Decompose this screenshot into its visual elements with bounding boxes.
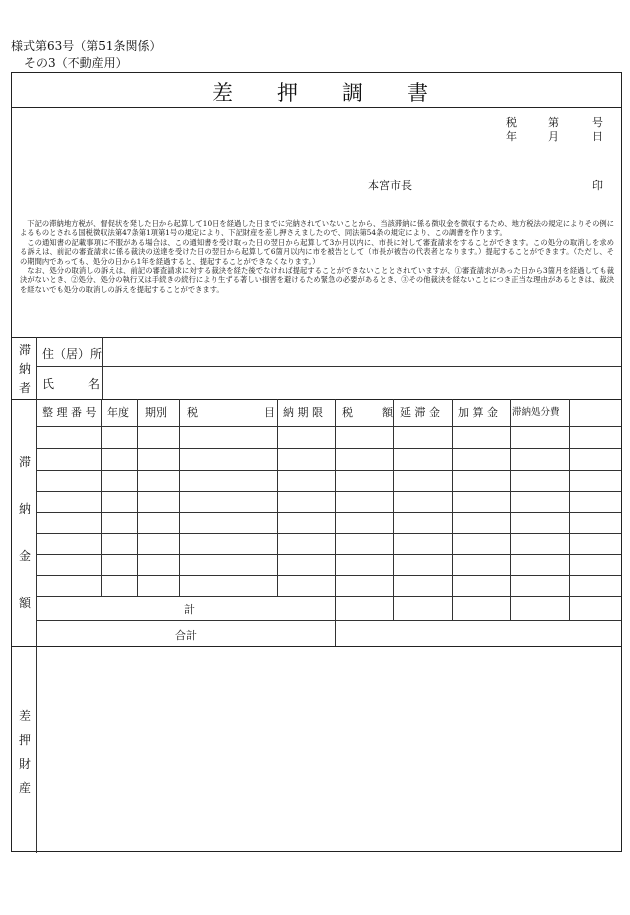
name-field[interactable] bbox=[103, 367, 621, 399]
notice-section bbox=[12, 107, 621, 338]
grid-line bbox=[510, 596, 511, 620]
grid-line bbox=[335, 596, 336, 620]
col-header-tax-item-2: 目 bbox=[264, 406, 275, 419]
title-char: 調 bbox=[342, 81, 363, 105]
notice-paragraph: なお、処分の取消しの訴えは、前記の審査請求に対する裁決を経た後でなければ提起することができないこととされていますが、①審査請求があった日から3箇月を経過しても裁決がないとき、②処分、処分の執行又は手続きの続行により生ずる著しい損害を避けるため緊急の必要があるとき、③その他裁決を経ないことにつき正当な理由があるときは、裁決を経ないでも処分の取消しの訴えを提起することができます。 bbox=[20, 266, 614, 294]
table-row[interactable] bbox=[37, 449, 621, 470]
title-char: 差 bbox=[212, 81, 233, 105]
taxpayer-side-label: 滞 納 者 bbox=[18, 343, 31, 395]
col-header-fiscal-year: 年度 bbox=[107, 406, 129, 419]
col-header-tax-item-1: 税 bbox=[187, 406, 198, 419]
issuer-name: 本宮市長 bbox=[368, 179, 412, 192]
title-row bbox=[12, 73, 621, 108]
document-title bbox=[212, 77, 472, 107]
seizure-record-form bbox=[11, 72, 622, 852]
subtotal-label: 計 bbox=[184, 603, 195, 616]
form-number: 様式第63号（第51条関係） bbox=[11, 39, 162, 53]
total-label: 合計 bbox=[175, 629, 197, 642]
date-label: 月 bbox=[548, 130, 559, 143]
ref-label: 第 bbox=[548, 116, 559, 129]
property-side-label: 差 押 財 産 bbox=[18, 709, 31, 795]
table-row[interactable] bbox=[37, 471, 621, 491]
col-header-tax-amount-2: 額 bbox=[382, 406, 393, 419]
col-header-tax-amount-1: 税 bbox=[342, 406, 353, 419]
seal-mark: 印 bbox=[592, 179, 603, 192]
grid-line bbox=[37, 596, 621, 597]
col-header-disposition-cost: 滞納処分費 bbox=[512, 407, 560, 418]
title-char: 押 bbox=[277, 81, 298, 105]
notice-body bbox=[20, 219, 614, 294]
date-label: 年 bbox=[506, 130, 517, 143]
taxpayer-section bbox=[12, 337, 621, 400]
amount-table bbox=[12, 399, 621, 647]
table-row[interactable] bbox=[37, 427, 621, 448]
notice-paragraph: 下記の滞納地方税が、督促状を発した日から起算して10日を経過した日までに完納されていないことから、当該滞納に係る徴収金を徴収するため、地方税法の規定によりその例によるものとされる国税徴収法第47条第1項第1号の規定により、下記財産を差し押さえましたので、同法第54条の規定により、この調書を作ります。 bbox=[20, 219, 614, 238]
ref-label: 号 bbox=[592, 116, 603, 129]
grid-line bbox=[393, 596, 394, 620]
date-line bbox=[483, 128, 603, 144]
col-header-additional-tax: 加 算 金 bbox=[458, 406, 498, 419]
form-sub-number: その3（不動産用） bbox=[24, 56, 128, 70]
table-row[interactable] bbox=[37, 576, 621, 596]
col-header-period: 期別 bbox=[145, 406, 167, 419]
table-row[interactable] bbox=[37, 534, 621, 554]
date-label: 日 bbox=[592, 130, 603, 143]
seized-property-section bbox=[12, 646, 621, 853]
grid-line bbox=[37, 620, 621, 621]
table-row[interactable] bbox=[37, 555, 621, 575]
grid-line bbox=[335, 620, 336, 646]
notice-paragraph: この通知書の記載事項に不服がある場合は、この通知書を受け取った日の翌日から起算して3か月以内に、市長に対して審査請求をすることができます。この処分の取消しを求める訴えは、前記の審査請求に係る裁決の送達を受けた日の翌日から起算して6箇月以内に市を被告として（市長が被告の代表者となります。）提起することができます。（ただし、その期間内であっても、処分の日から1年を経過すると、提起することができなくなります。） bbox=[20, 237, 614, 266]
table-row[interactable] bbox=[37, 492, 621, 512]
property-field[interactable] bbox=[37, 646, 621, 853]
address-label: 住（居）所 bbox=[42, 347, 103, 361]
amount-side-label: 滞 納 金 額 bbox=[18, 455, 31, 610]
table-row[interactable] bbox=[37, 513, 621, 533]
grid-line bbox=[569, 596, 570, 620]
col-header-late-fee: 延 滞 金 bbox=[400, 406, 440, 419]
grid-line bbox=[452, 596, 453, 620]
name-label: 氏 名 bbox=[42, 377, 101, 391]
col-header-due-date: 納 期 限 bbox=[283, 406, 323, 419]
title-char: 書 bbox=[407, 81, 428, 105]
ref-label: 税 bbox=[506, 116, 517, 129]
col-header-reference-number: 整 理 番 号 bbox=[42, 406, 97, 419]
address-field[interactable] bbox=[103, 337, 621, 366]
